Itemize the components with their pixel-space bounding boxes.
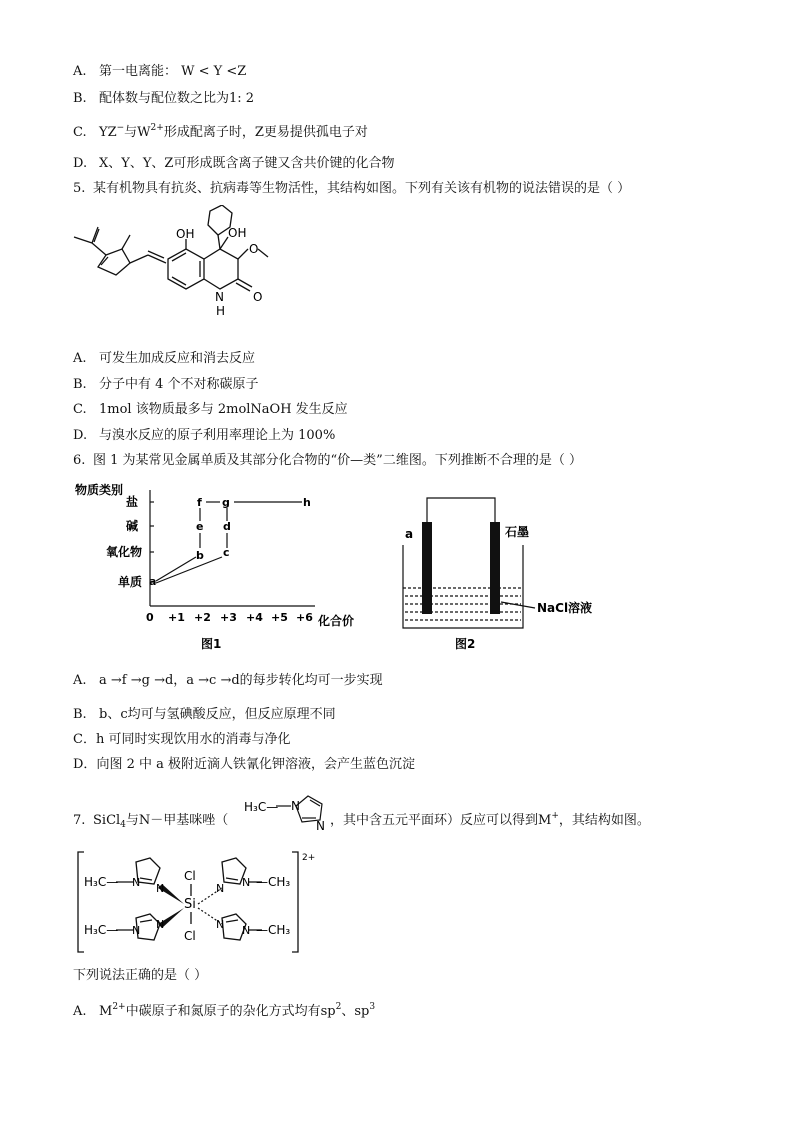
q5-option-d: D. 与溴水反应的原子利用率理论上为 100% — [73, 428, 336, 443]
q7-n-3: N — [132, 924, 141, 937]
q7-n-8: N — [242, 924, 251, 937]
q7-option-a: A. $M^{2+}$中碳原子和氮原子的杂化方式均有$sp^2$、$sp^3$ — [73, 1002, 376, 1019]
fig1-xtick-5: +5 — [271, 611, 288, 624]
q5-h: H — [216, 304, 226, 318]
fig1-ycat-base: 碱 — [126, 519, 139, 533]
fig1-xtick-1: +1 — [168, 611, 185, 624]
q6-option-c: C．h 可同时实现饮用水的消毒与净化 — [73, 732, 291, 747]
fig1-point-h: h — [303, 496, 311, 509]
q7-n-2: N — [156, 882, 165, 895]
fig1-point-b: b — [196, 549, 204, 562]
q5-option-c: C. 1mol 该物质最多与 2molNaOH 发生反应 — [73, 402, 348, 417]
fig1-point-e: e — [196, 520, 204, 533]
q6-option-b: B. b、c均可与氢碘酸反应，但反应原理不同 — [73, 707, 336, 722]
fig1-xtick-4: +4 — [246, 611, 263, 624]
q5-oh-2: OH — [228, 226, 247, 240]
fig2-label-graphite: 石墨 — [505, 525, 530, 539]
fig1-point-d: d — [223, 520, 231, 533]
q5-option-a: A. 可发生加成反应和消去反应 — [73, 351, 256, 366]
q5-n: N — [215, 290, 224, 304]
q7-inline-h3c: H₃C— — [244, 800, 279, 814]
fig1-xtick-2: +2 — [194, 611, 211, 624]
q7-cl-top: Cl — [184, 869, 196, 883]
q7-si: Si — [184, 897, 196, 912]
q4-option-d: D. X、Y、Y、Z可形成既含离子键又含共价键的化合物 — [73, 156, 395, 171]
q5-oh-1: OH — [176, 227, 195, 241]
q7-stem-part2: ，其中含五元平面环）反应可以得到M+，其结构如图。 — [330, 811, 650, 828]
q7-inline-structure — [244, 786, 336, 836]
q4-option-c: C. YZ−与$W^{2+}$形成配离子时，Z更易提供孤电子对 — [73, 123, 368, 140]
q7-complex-structure — [76, 848, 326, 956]
fig1-xtick-3: +3 — [220, 611, 237, 624]
fig1-xtick-0: 0 — [146, 611, 154, 624]
q6-figure-1 — [70, 478, 370, 653]
q7-question: 下列说法正确的是（ ） — [73, 968, 208, 983]
fig1-ycat-elemental: 单质 — [118, 575, 143, 589]
q7-n-7: N — [216, 918, 225, 931]
q7-n-1: N — [132, 876, 141, 889]
fig1-ycat-oxide: 氧化物 — [106, 545, 143, 559]
q5-option-b: B. 分子中有 4 个不对称碳原子 — [73, 377, 259, 392]
q4-option-a: A. 第一电离能： W < Y <Z — [73, 64, 247, 79]
q7-stem-part1: 7. SiCl$_4$与N－甲基咪唑（ — [73, 813, 229, 830]
fig2-caption: 图2 — [455, 637, 476, 651]
fig1-ylabel: 物质类别 — [75, 483, 124, 497]
fig1-point-c: c — [223, 546, 230, 559]
q6-figure-2 — [395, 490, 615, 655]
fig1-xtick-6: +6 — [296, 611, 313, 624]
q6-stem: 6. 图 1 为某常见金属单质及其部分化合物的“价—类”二维图。下列推断不合理的是（ ） — [73, 453, 582, 468]
fig1-point-g: g — [222, 496, 230, 509]
q7-n-4: N — [156, 918, 165, 931]
fig2-label-solution: NaCl溶液 — [537, 601, 593, 615]
q7-charge: 2+ — [302, 853, 316, 863]
q7-inline-n1: N — [291, 799, 300, 813]
fig1-xlabel: 化合价 — [318, 614, 355, 628]
q5-carbonyl-o: O — [253, 290, 263, 304]
electrode-graphite — [490, 522, 500, 614]
q6-option-d: D．向图 2 中 a 极附近滴人铁氰化钾溶液，会产生蓝色沉淀 — [73, 757, 415, 772]
fig1-point-f: f — [197, 496, 202, 509]
fig1-point-a: a — [149, 575, 157, 588]
q7-inline-n2: N — [316, 819, 325, 833]
q4-option-b: B. 配体数与配位数之比为1: 2 — [73, 91, 255, 106]
q5-methoxy-o: O — [249, 242, 259, 256]
q5-stem: 5. 某有机物具有抗炎、抗病毒等生物活性，其结构如图。下列有关该有机物的说法错误的是（ ） — [73, 181, 631, 196]
q6-option-a: A. a →f →g →d，a →c →d的每步转化均可一步实现 — [73, 673, 383, 688]
q7-n-6: N — [242, 876, 251, 889]
fig1-caption: 图1 — [201, 637, 222, 651]
q7-ch3-2: —CH₃ — [256, 923, 291, 937]
electrode-a — [422, 522, 432, 614]
fig1-ycat-salt: 盐 — [126, 495, 139, 509]
q7-cl-bottom: Cl — [184, 929, 196, 943]
q5-structure — [68, 205, 278, 340]
fig2-label-a: a — [405, 527, 414, 541]
q7-h3c-1: H₃C— — [84, 875, 119, 889]
q7-ch3-1: —CH₃ — [256, 875, 291, 889]
q7-h3c-2: H₃C— — [84, 923, 119, 937]
q7-n-5: N — [216, 882, 225, 895]
